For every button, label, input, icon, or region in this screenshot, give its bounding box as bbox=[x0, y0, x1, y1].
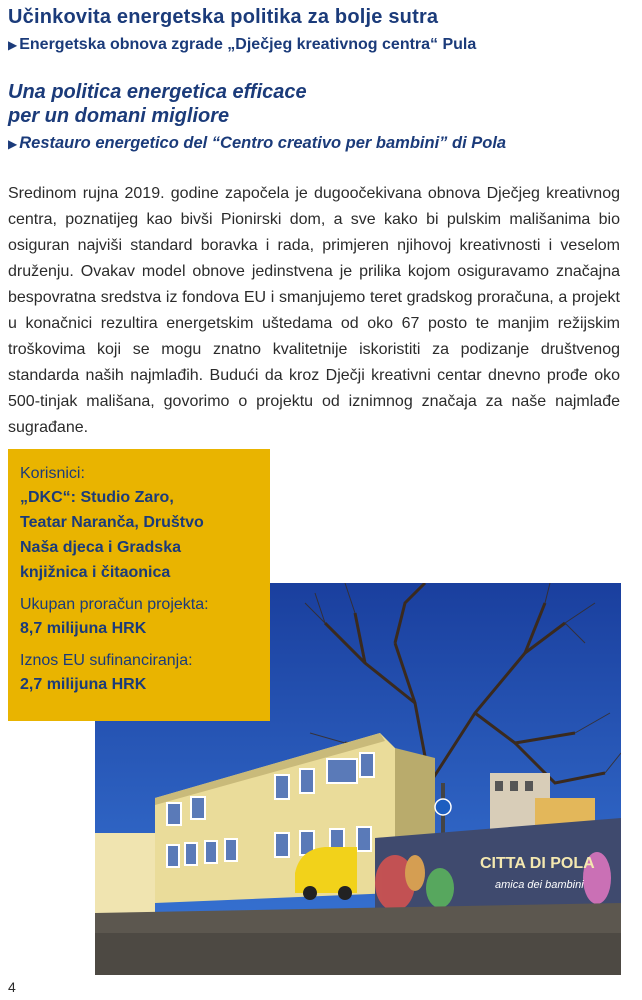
wall-text-line1: CITTA DI POLA bbox=[480, 855, 595, 872]
subtitle-croatian-text: Energetska obnova zgrade „Dječjeg kreativnog centra“ Pula bbox=[19, 36, 477, 53]
budget-label: Ukupan proračun projekta: bbox=[20, 596, 209, 613]
users-line-4: knjižnica i čitaonica bbox=[20, 564, 171, 581]
triangle-bullet-icon: ▶ bbox=[8, 38, 18, 52]
eu-funding-value: 2,7 milijuna HRK bbox=[20, 676, 147, 693]
budget-value: 8,7 milijuna HRK bbox=[20, 620, 147, 637]
users-line-2: Teatar Naranča, Društvo bbox=[20, 514, 204, 531]
triangle-bullet-icon: ▶ bbox=[8, 137, 18, 151]
subtitle-italian bbox=[8, 134, 506, 153]
subtitle-italian-text: Restauro energetico del “Centro creativo per bambini” di Pola bbox=[19, 134, 507, 152]
body-paragraph: Sredinom rujna 2019. godine započela je dugoočekivana obnova Dječjeg kreativnog centra, poznatijeg kao bivši Pionirski dom, a sve kako bi pulskim mališanima bio osiguran najviši standard boravka i rada, primjeren njihovoj kreativnosti i veselom druženju. Ovakav model obnove jedinstvena je prilika kojom osiguravamo značajna bespovratna sredstva iz fondova EU i smanjujemo teret gradskog proračuna, a projekt u konačnici rezultira energetskim uštedama od oko 67 posto te manjim režijskim troškovima koji se mogu znatno kvalitetnije iskoristiti za podizanje društvenog standarda naših najmlađih. Budući da kroz Dječji kreativni centar dnevno prođe oko 500-tinjak mališana, govorimo o projektu od iznimnog značaja za naše najmlađe sugrađane. bbox=[8, 185, 620, 436]
users-line-3: Naša djeca i Gradska bbox=[20, 539, 181, 556]
eu-funding-label: Iznos EU sufinanciranja: bbox=[20, 652, 193, 669]
wall-text-line2: amica dei bambini bbox=[495, 879, 584, 891]
title-italian bbox=[8, 80, 608, 128]
users-label: Korisnici: bbox=[20, 465, 85, 482]
page-number: 4 bbox=[8, 979, 16, 995]
title-italian-line2: per un domani migliore bbox=[8, 105, 230, 127]
users-line-1: „DKC“: Studio Zaro, bbox=[20, 489, 174, 506]
title-croatian: Učinkovita energetska politika za bolje sutra bbox=[8, 6, 439, 28]
title-italian-line1: Una politica energetica efficace bbox=[8, 81, 307, 103]
subtitle-croatian bbox=[8, 36, 476, 54]
project-info-box bbox=[8, 449, 270, 721]
